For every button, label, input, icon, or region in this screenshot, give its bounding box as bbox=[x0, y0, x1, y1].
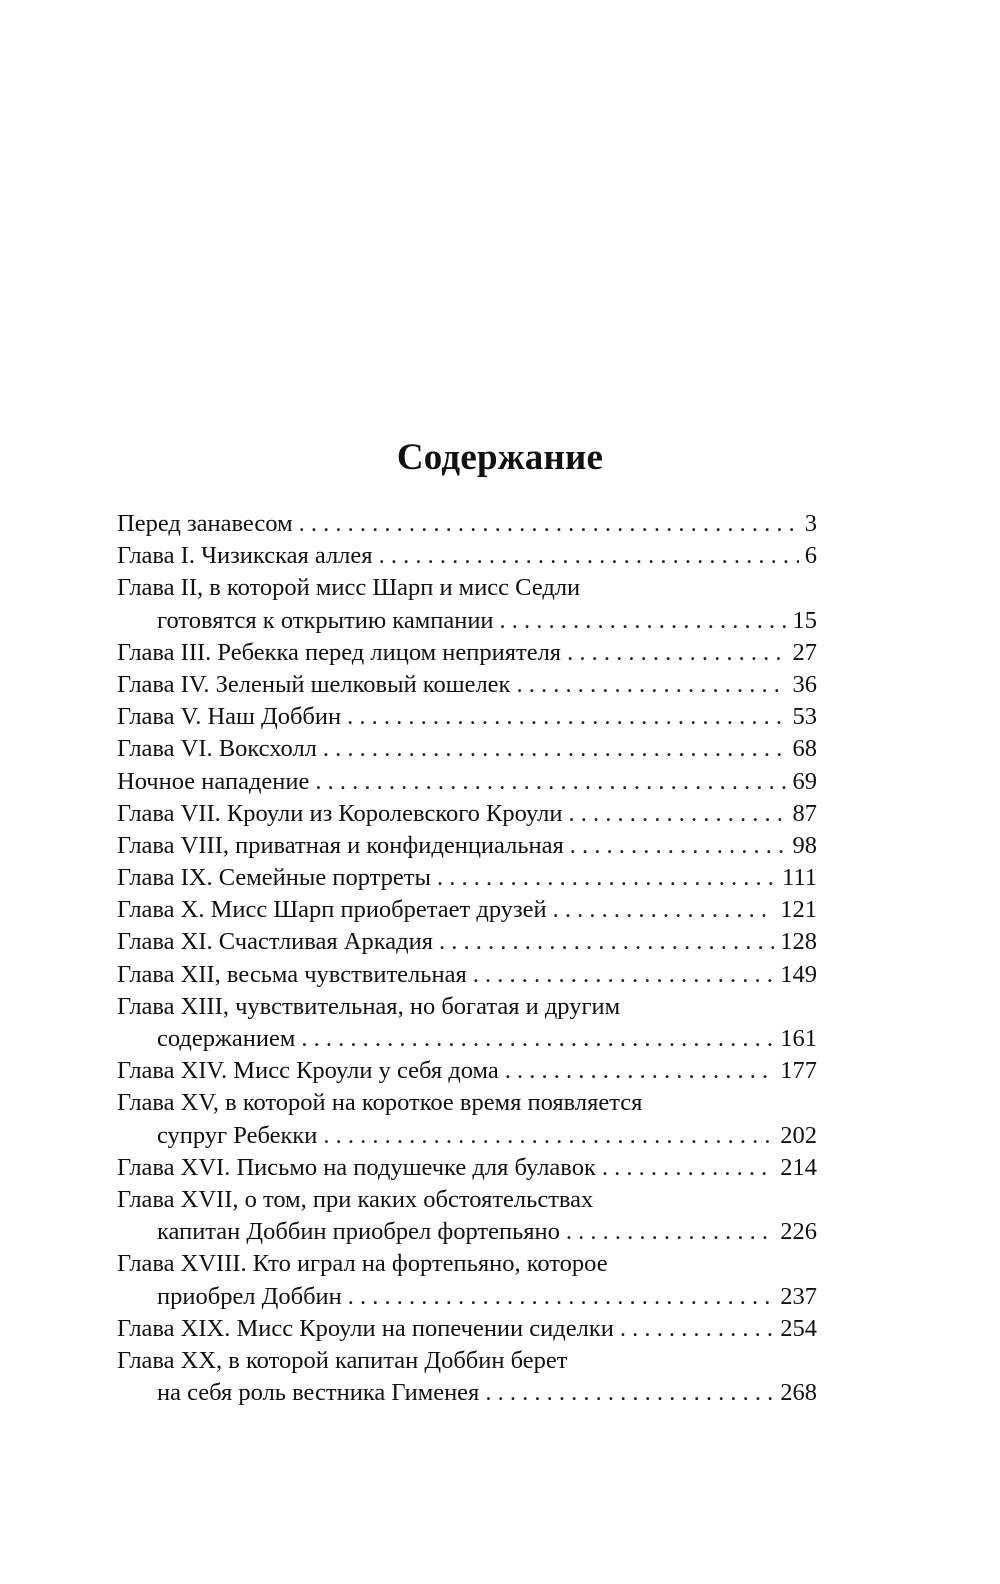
toc-entry-title: Глава X. Мисс Шарп приобретает друзей bbox=[117, 896, 547, 924]
toc-entry-title: Глава XII, весьма чувствительная bbox=[117, 960, 467, 988]
toc-leader-dots bbox=[323, 1120, 774, 1152]
toc-entry-title: Перед занавесом bbox=[117, 510, 293, 537]
toc-page-number: 121 bbox=[780, 896, 817, 924]
toc-entry-title: Глава II, в которой мисс Шарп и мисс Седли bbox=[117, 574, 581, 602]
page-title: Содержание bbox=[396, 437, 604, 478]
toc-entry-title: Глава XX, в которой капитан Доббин берет bbox=[117, 1346, 568, 1374]
toc-entry bbox=[117, 894, 817, 926]
toc-entry-title: Глава IV. Зеленый шелковый кошелек bbox=[117, 670, 511, 698]
toc-page-number: 111 bbox=[782, 864, 817, 892]
toc-entry bbox=[117, 959, 817, 991]
toc-entry bbox=[117, 1313, 817, 1345]
toc-leader-dots bbox=[301, 1023, 774, 1055]
toc-entry bbox=[117, 766, 817, 798]
toc-entry-title: Глава V. Наш Доббин bbox=[117, 703, 342, 731]
toc-entry-title: Глава XI. Счастливая Аркадия bbox=[117, 928, 433, 956]
toc-entry-title: Глава XIX. Мисс Кроули на попечении сиделки bbox=[117, 1314, 614, 1342]
toc-page-number: 36 bbox=[792, 670, 817, 698]
toc-entry-title: Глава XVIII. Кто играл на фортепьяно, которое bbox=[117, 1250, 608, 1278]
toc-entry bbox=[117, 798, 817, 830]
toc-entry-title: Глава VII. Кроули из Королевского Кроули bbox=[117, 799, 563, 827]
toc-leader-dots bbox=[500, 605, 787, 637]
toc-entry bbox=[117, 733, 817, 765]
toc-entry bbox=[117, 991, 817, 1023]
toc-page-number: 87 bbox=[792, 799, 817, 827]
toc-entry bbox=[117, 862, 817, 894]
toc-entry-title: Глава XVI. Письмо на подушечке для булавок bbox=[117, 1153, 596, 1181]
toc-page-number: 6 bbox=[804, 542, 817, 570]
toc-leader-dots bbox=[602, 1152, 774, 1184]
toc-leader-dots bbox=[505, 1055, 775, 1087]
toc-entry bbox=[117, 1184, 817, 1216]
toc-page-number: 27 bbox=[792, 638, 817, 666]
toc-entry-title: Глава VIII, приватная и конфиденциальная bbox=[117, 831, 564, 859]
toc-page-number: 161 bbox=[780, 1025, 817, 1052]
toc-leader-dots bbox=[299, 508, 799, 540]
toc-page-number: 202 bbox=[780, 1121, 817, 1149]
toc-entry-title: Глава XVII, о том, при каких обстоятельствах bbox=[117, 1185, 594, 1213]
toc-entry-title: Глава XIII, чувствительная, но богатая и другим bbox=[117, 992, 621, 1020]
toc-page-number: 3 bbox=[804, 510, 817, 537]
toc-entry bbox=[117, 508, 817, 540]
toc-entry-title: содержанием bbox=[157, 1025, 296, 1052]
toc-entry bbox=[117, 701, 817, 733]
toc-page-number: 68 bbox=[792, 735, 817, 763]
toc-leader-dots bbox=[570, 830, 787, 862]
toc-entry-title: супруг Ребекки bbox=[157, 1121, 318, 1149]
toc-page-number: 15 bbox=[792, 606, 817, 634]
toc-page-number: 128 bbox=[780, 928, 817, 956]
toc-leader-dots bbox=[437, 862, 776, 894]
toc-page-number: 149 bbox=[780, 960, 817, 988]
toc-entry bbox=[117, 1216, 817, 1248]
toc-entry bbox=[117, 1377, 817, 1409]
toc-entry bbox=[117, 1023, 817, 1055]
toc-entry bbox=[117, 572, 817, 604]
toc-entry bbox=[117, 830, 817, 862]
toc-leader-dots bbox=[568, 798, 786, 830]
toc-entry bbox=[117, 1345, 817, 1377]
toc-page-number: 226 bbox=[780, 1218, 817, 1246]
toc-page-number: 268 bbox=[780, 1379, 817, 1407]
table-of-contents bbox=[117, 508, 817, 1409]
toc-entry-title: Глава IX. Семейные портреты bbox=[117, 864, 431, 892]
toc-leader-dots bbox=[620, 1313, 774, 1345]
toc-entry-title: готовятся к открытию кампании bbox=[157, 606, 494, 634]
toc-leader-dots bbox=[473, 959, 775, 991]
toc-page-number: 214 bbox=[780, 1153, 817, 1181]
toc-entry bbox=[117, 1087, 817, 1119]
toc-entry bbox=[117, 1055, 817, 1087]
toc-leader-dots bbox=[347, 701, 786, 733]
toc-leader-dots bbox=[567, 637, 786, 669]
toc-leader-dots bbox=[553, 894, 775, 926]
toc-entry bbox=[117, 540, 817, 572]
toc-entry bbox=[117, 605, 817, 637]
toc-leader-dots bbox=[379, 540, 799, 572]
toc-page-number: 177 bbox=[780, 1057, 817, 1085]
toc-entry-title: Глава XIV. Мисс Кроули у себя дома bbox=[117, 1057, 499, 1085]
toc-leader-dots bbox=[485, 1377, 774, 1409]
toc-entry-title: Глава III. Ребекка перед лицом неприятеля bbox=[117, 638, 562, 666]
toc-entry bbox=[117, 637, 817, 669]
toc-page-number: 254 bbox=[780, 1314, 817, 1342]
toc-entry-title: Глава I. Чизикская аллея bbox=[117, 542, 373, 570]
toc-leader-dots bbox=[315, 766, 786, 798]
toc-entry-title: Глава VI. Воксхолл bbox=[117, 735, 317, 763]
toc-entry bbox=[117, 926, 817, 958]
toc-entry-title: капитан Доббин приобрел фортепьяно bbox=[157, 1218, 560, 1246]
toc-entry-title: Ночное нападение bbox=[117, 767, 310, 795]
toc-entry bbox=[117, 1248, 817, 1280]
toc-leader-dots bbox=[323, 733, 787, 765]
toc-leader-dots bbox=[516, 669, 786, 701]
toc-page-number: 69 bbox=[792, 767, 817, 795]
toc-leader-dots bbox=[439, 926, 774, 958]
toc-page-number: 53 bbox=[792, 703, 817, 731]
toc-entry-title: Глава XV, в которой на короткое время появляется bbox=[117, 1089, 643, 1117]
toc-entry-title: на себя роль вестника Гименея bbox=[157, 1379, 480, 1407]
toc-entry bbox=[117, 669, 817, 701]
toc-page-number: 98 bbox=[792, 831, 817, 859]
toc-leader-dots bbox=[348, 1281, 774, 1313]
toc-leader-dots bbox=[566, 1216, 774, 1248]
toc-entry bbox=[117, 1120, 817, 1152]
toc-page-number: 237 bbox=[780, 1282, 817, 1310]
toc-entry-title: приобрел Доббин bbox=[157, 1282, 342, 1310]
toc-entry bbox=[117, 1281, 817, 1313]
toc-entry bbox=[117, 1152, 817, 1184]
